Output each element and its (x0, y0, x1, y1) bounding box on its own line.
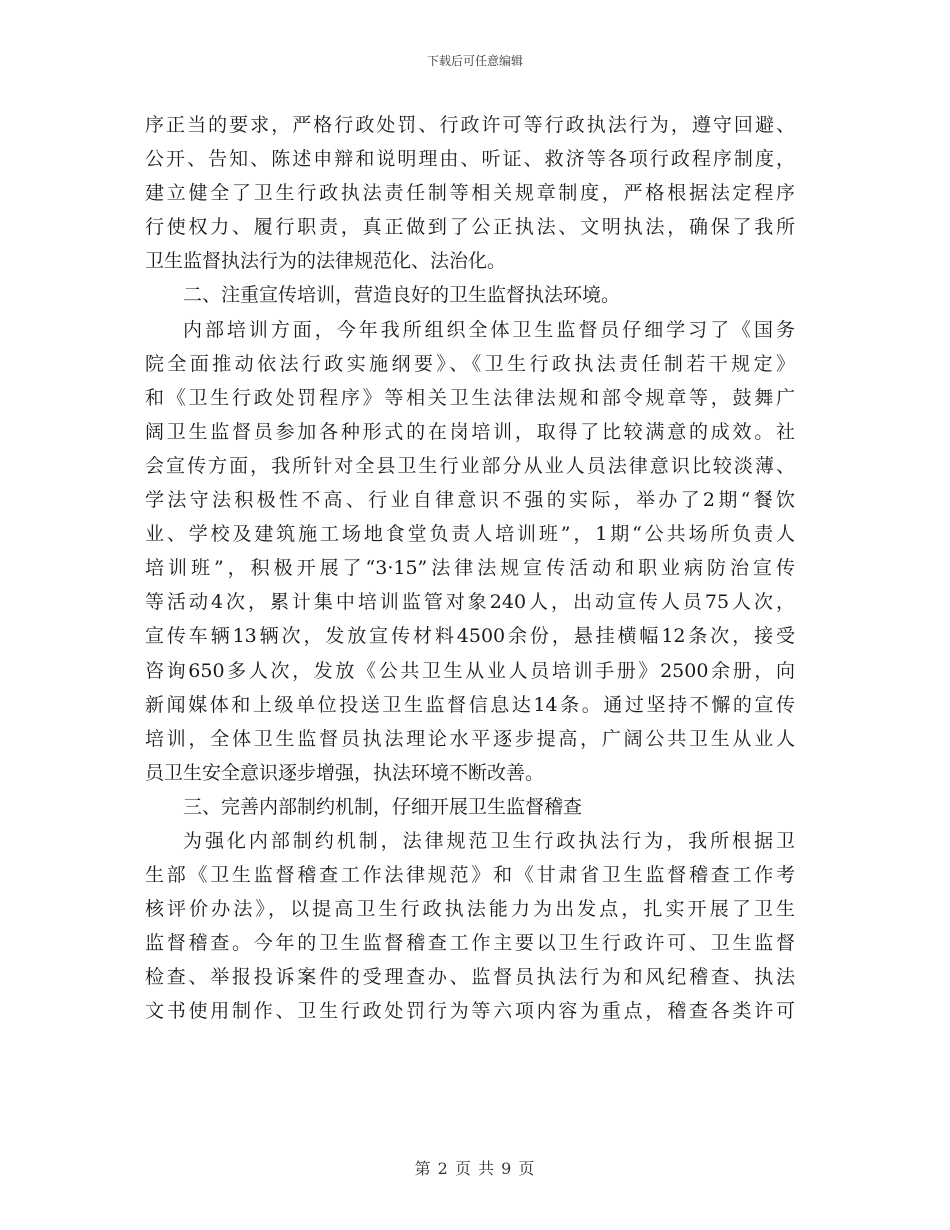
text-line: 培训，全体卫生监督员执法理论水平逐步提高，广阔公共卫生从业人 (145, 727, 795, 750)
text-line: 为强化内部制约机制，法律规范卫生行政执法行为，我所根据卫 (183, 829, 795, 852)
text-line: 核评价办法》，以提高卫生行政执法能力为出发点，扎实开展了卫生 (145, 898, 795, 921)
document-body (145, 108, 795, 1029)
text-line: 院全面推动依法行政实施纲要》、《卫生行政执法责任制若干规定》 (145, 352, 795, 375)
text-line: 员卫生安全意识逐步增强，执法环境不断改善。 (145, 761, 545, 784)
text-line: 文书使用制作、卫生行政处罚行为等六项内容为重点，稽查各类许可 (145, 1000, 795, 1023)
text-line: 学法守法积极性不高、行业自律意识不强的实际，举办了2期“餐饮 (145, 489, 795, 512)
section-heading: 三、完善内部制约机制，仔细开展卫生监督稽查 (183, 795, 583, 818)
text-line: 行使权力、履行职责，真正做到了公正执法、文明执法，确保了我所 (145, 216, 795, 239)
page-number-footer: 第 2 页 共 9 页 (414, 1159, 536, 1178)
text-line: 咨询650多人次，发放《公共卫生从业人员培训手册》2500余册，向 (145, 659, 795, 682)
text-line: 新闻媒体和上级单位投送卫生监督信息达14条。通过坚持不懈的宣传 (145, 693, 795, 716)
text-line: 生部《卫生监督稽查工作法律规范》和《甘肃省卫生监督稽查工作考 (145, 864, 795, 887)
text-line: 培训班”，积极开展了“3·15”法律法规宣传活动和职业病防治宣传 (145, 557, 795, 580)
text-line: 阔卫生监督员参加各种形式的在岗培训，取得了比较满意的成效。社 (145, 420, 795, 443)
text-line: 序正当的要求，严格行政处罚、行政许可等行政执法行为，遵守回避、 (145, 114, 795, 136)
text-line: 卫生监督执法行为的法律规范化、法治化。 (145, 250, 507, 273)
section-heading: 二、注重宣传培训，营造良好的卫生监督执法环境。 (183, 284, 621, 307)
text-line: 和《卫生行政处罚程序》等相关卫生法律法规和部令规章等，鼓舞广 (145, 386, 795, 409)
text-line: 监督稽查。今年的卫生监督稽查工作主要以卫生行政许可、卫生监督 (145, 932, 795, 955)
text-line: 检查、举报投诉案件的受理查办、监督员执法行为和风纪稽查、执法 (145, 966, 795, 989)
text-line: 宣传车辆13辆次，发放宣传材料4500余份，悬挂横幅12条次，接受 (145, 625, 795, 648)
text-line: 建立健全了卫生行政执法责任制等相关规章制度，严格根据法定程序 (145, 182, 795, 205)
text-line: 内部培训方面，今年我所组织全体卫生监督员仔细学习了《国务 (183, 318, 795, 341)
text-line: 等活动4次，累计集中培训监管对象240人，出动宣传人员75人次， (145, 591, 795, 614)
page-header: 下载后可任意编辑 (426, 54, 523, 68)
text-line: 公开、告知、陈述申辩和说明理由、听证、救济等各项行政程序制度， (145, 148, 795, 171)
text-line: 业、学校及建筑施工场地食堂负责人培训班”，1期“公共场所负责人 (145, 523, 795, 546)
text-line: 会宣传方面，我所针对全县卫生行业部分从业人员法律意识比较淡薄、 (145, 454, 795, 477)
